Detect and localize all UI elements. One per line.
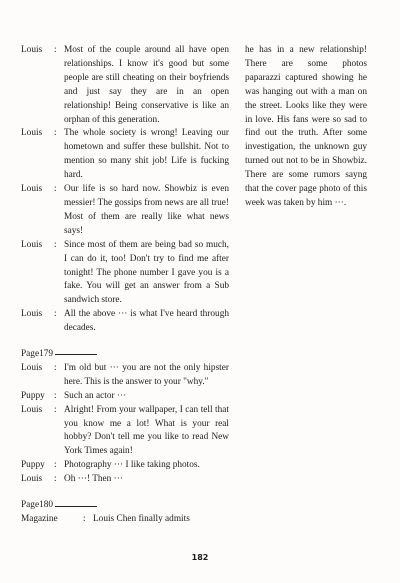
colon: :	[83, 514, 86, 524]
speaker-name: Puppy	[21, 390, 45, 401]
page-marker-180	[21, 499, 229, 513]
dialogue-text: Louis Chen finally admits	[93, 514, 190, 524]
speaker-name: Louis	[21, 309, 43, 320]
dialogue-line	[21, 362, 229, 390]
dialogue-text: Most of the couple around all have open relationships. I know it's good but some people are still cheating on their boyfriends and just say they are in an open relationship! Being conservative is like an orphan of this generation.	[64, 45, 229, 125]
dialogue-text: Since most of them are being bad so much, I can do it, too! Don't try to find me after tonight! The phone number I gave you is a fake. You will get an answer from a Sub sandwich store.	[64, 239, 229, 306]
dialogue-line	[21, 513, 229, 527]
dialogue-line	[21, 239, 229, 309]
dialogue-text: All the above ··· is what I've heard through decades.	[64, 309, 229, 334]
colon: :	[54, 362, 57, 373]
page-marker-label: Page180	[21, 500, 54, 511]
speaker-name: Puppy	[21, 460, 45, 471]
colon: :	[54, 239, 57, 250]
page-marker-rule	[55, 506, 97, 507]
colon: :	[54, 184, 57, 195]
colon: :	[54, 45, 57, 55]
page-marker-rule	[55, 354, 97, 355]
dialogue-text: Oh ···! Then ···	[64, 474, 123, 485]
dialogue-text: Such an actor ···	[64, 390, 127, 401]
colon: :	[54, 390, 57, 401]
right-column	[245, 44, 367, 211]
speaker-name: Louis	[21, 128, 43, 139]
speaker-name: Louis	[21, 404, 43, 415]
left-column	[21, 44, 229, 527]
page-marker-label: Page179	[21, 349, 54, 360]
speaker-name: Louis	[21, 239, 43, 250]
colon: :	[54, 128, 57, 139]
dialogue-line	[21, 308, 229, 336]
speaker-name: Louis	[21, 474, 43, 485]
colon: :	[54, 474, 57, 485]
dialogue-line	[21, 404, 229, 460]
dialogue-line	[21, 183, 229, 239]
speaker-name: Louis	[21, 45, 43, 55]
dialogue-text: The whole society is wrong! Leaving our hometown and suffer these bullshit. Not to mention so many shit job! Life is fucking hard.	[64, 128, 229, 181]
dialogue-line	[21, 390, 229, 404]
colon: :	[54, 460, 57, 471]
colon: :	[54, 404, 57, 415]
continued-text: he has in a new relationship! There are some photos paparazzi captured showing he was hanging out with a man on the street. Looks like they were in love. His fans were so sad to find out the truth. After some investigation, the unknown guy turned out not to be in Showbiz. There are some rumors sayng that the cover page photo of this week was taken by him ···.	[245, 45, 367, 208]
dialogue-line	[21, 473, 229, 487]
dialogue-text: Alright! From your wallpaper, I can tell that you know me a lot! What is your real hobby? Don't tell me you like to read New York Times again!	[64, 404, 229, 457]
dialogue-line	[21, 459, 229, 473]
page-number: 182	[191, 553, 209, 562]
speaker-name: Louis	[21, 362, 43, 373]
dialogue-text: I'm old but ··· you are not the only hipster here. This is the answer to your "why."	[64, 362, 229, 387]
dialogue-line	[21, 44, 229, 127]
page-marker-179	[21, 348, 229, 362]
dialogue-line	[21, 127, 229, 183]
speaker-name: Magazine	[21, 514, 58, 524]
speaker-name: Louis	[21, 184, 43, 195]
colon: :	[54, 309, 57, 320]
dialogue-text: Photography ··· I like taking photos.	[64, 460, 200, 471]
dialogue-text: Our life is so hard now. Showbiz is even messier! The gossips from news are all true! Most of them are really like what news says!	[64, 184, 229, 236]
